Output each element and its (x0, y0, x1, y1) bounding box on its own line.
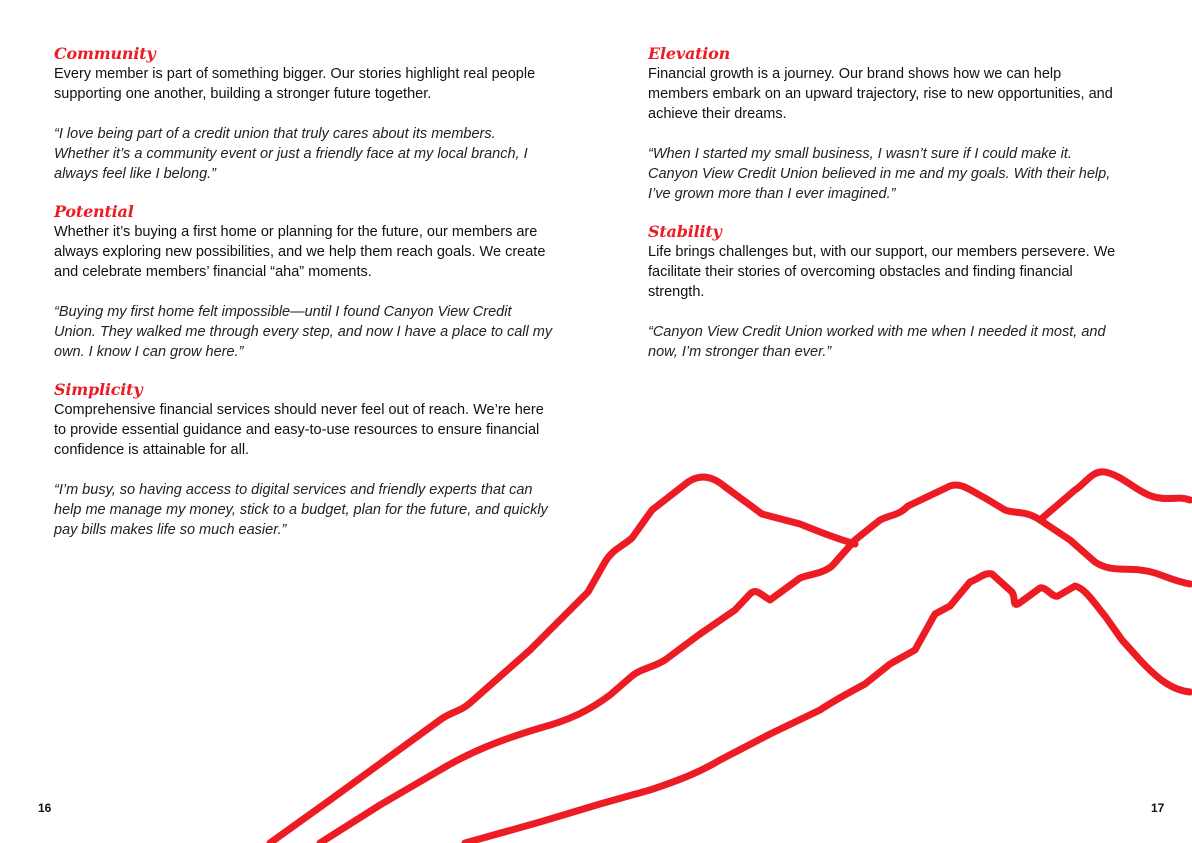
page-number-left: 16 (38, 801, 52, 815)
section-quote: “I love being part of a credit union that truly cares about its members. Whether it’s a community event or just a friendly face at my local branch, I always feel like I belong.” (54, 126, 528, 182)
section-quote: “When I started my small business, I wasn’t sure if I could make it. Canyon View Credit Union believed in me and my goals. With their help, I’ve grown more than I ever imagined.” (648, 146, 1111, 202)
left-page-content (54, 44, 554, 540)
section-stability (648, 222, 1122, 362)
section-quote: “I’m busy, so having access to digital services and friendly experts that can help me manage my money, stick to a budget, plan for the future, and quickly pay bills makes life so much easier.” (54, 482, 548, 538)
section-body: Comprehensive financial services should never feel out of reach. We’re here to provide essential guidance and easy-to-use resources to ensure financial confidence is attainable for all. (54, 402, 544, 458)
section-heading: Elevation (648, 44, 731, 63)
section-elevation (648, 44, 1122, 204)
mountain-ridge-right-peak (1040, 472, 1190, 520)
section-body: Whether it’s buying a first home or planning for the future, our members are always exploring new possibilities, and we help them reach goals. We create and celebrate members’ financial “aha” moments. (54, 224, 546, 280)
section-potential (54, 202, 554, 362)
section-body: Life brings challenges but, with our support, our members persevere. We facilitate their stories of overcoming obstacles and finding financial strength. (648, 244, 1116, 300)
section-heading: Potential (54, 202, 134, 221)
section-community (54, 44, 554, 184)
page-number-right: 17 (1151, 801, 1165, 815)
section-quote: “Buying my first home felt impossible—until I found Canyon View Credit Union. They walked me through every step, and now I have a place to call my own. I know I can grow here.” (54, 304, 553, 360)
section-heading: Community (54, 44, 156, 63)
section-quote: “Canyon View Credit Union worked with me when I needed it most, and now, I’m stronger than ever.” (648, 324, 1106, 360)
section-heading: Stability (648, 222, 722, 241)
section-body: Every member is part of something bigger. Our stories highlight real people supporting one another, building a stronger future together. (54, 66, 536, 102)
section-simplicity (54, 380, 554, 540)
section-heading: Simplicity (54, 380, 143, 399)
mountain-ridge-front (465, 574, 1190, 843)
section-body: Financial growth is a journey. Our brand shows how we can help members embark on an upward trajectory, rise to new opportunities, and achieve their dreams. (648, 66, 1113, 122)
right-page-content (648, 44, 1122, 362)
